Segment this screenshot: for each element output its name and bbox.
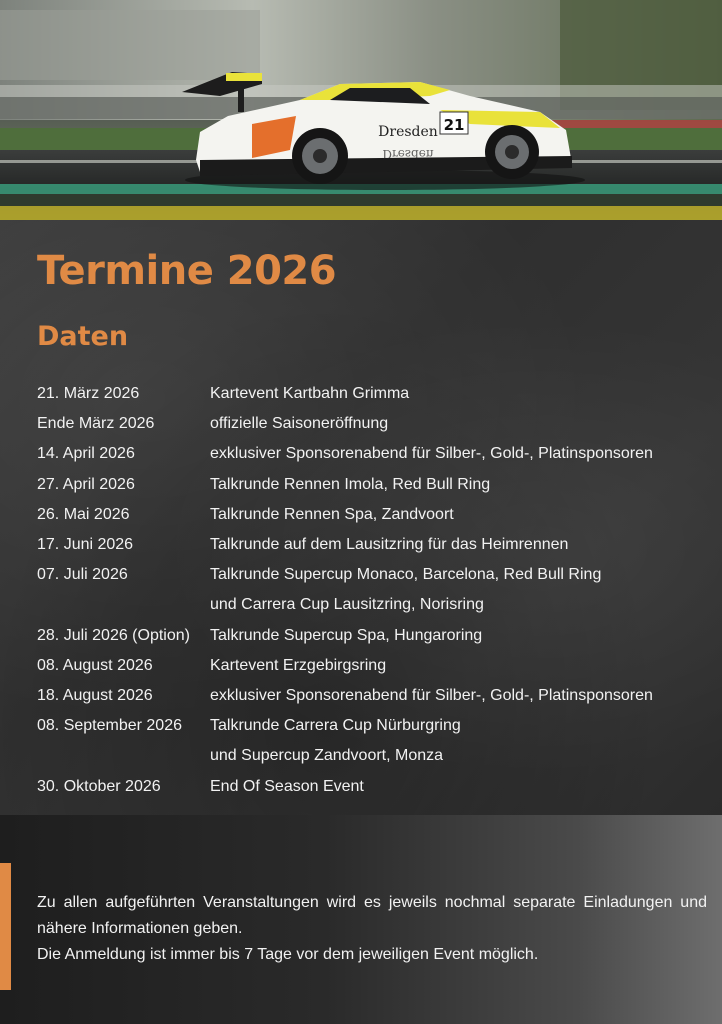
event-row bbox=[37, 470, 717, 500]
event-row bbox=[37, 560, 717, 590]
event-date: 14. April 2026 bbox=[37, 445, 135, 463]
event-row-continuation bbox=[37, 741, 717, 771]
event-date: 08. August 2026 bbox=[37, 656, 153, 674]
event-date: 07. Juli 2026 bbox=[37, 566, 128, 584]
event-row-continuation bbox=[37, 590, 717, 620]
event-row bbox=[37, 681, 717, 711]
section-subtitle: Daten bbox=[37, 321, 129, 352]
event-row bbox=[37, 409, 717, 439]
event-description: exklusiver Sponsorenabend für Silber-, Gold-, Platinsponsoren bbox=[210, 687, 653, 705]
accent-bar bbox=[0, 863, 11, 990]
event-description: Talkrunde Rennen Spa, Zandvoort bbox=[210, 505, 454, 523]
event-description: Kartevent Kartbahn Grimma bbox=[210, 385, 410, 402]
event-row bbox=[37, 651, 717, 681]
page-title: Termine 2026 bbox=[37, 248, 337, 294]
footer-text bbox=[37, 890, 707, 968]
event-date: 27. April 2026 bbox=[37, 475, 135, 493]
event-description: Talkrunde Rennen Imola, Red Bull Ring bbox=[210, 475, 491, 493]
event-description: End Of Season Event bbox=[210, 777, 364, 795]
event-description: offizielle Saisoneröffnung bbox=[210, 415, 389, 433]
event-description: Kartevent Erzgebirgsring bbox=[210, 656, 387, 674]
event-description: Talkrunde auf dem Lausitzring für das Heimrennen bbox=[210, 536, 569, 554]
event-description: Talkrunde Supercup Monaco, Barcelona, Red Bull Ring bbox=[210, 566, 602, 584]
event-row bbox=[37, 439, 717, 469]
race-car-illustration bbox=[0, 0, 722, 220]
event-date: 17. Juni 2026 bbox=[37, 536, 134, 554]
schedule-section bbox=[0, 220, 722, 815]
event-date: 21. März 2026 bbox=[37, 385, 140, 402]
event-row bbox=[37, 500, 717, 530]
event-date: 08. September 2026 bbox=[37, 717, 182, 735]
event-row bbox=[37, 772, 717, 802]
event-description: exklusiver Sponsorenabend für Silber-, Gold-, Platinsponsoren bbox=[210, 445, 653, 463]
event-date: 30. Oktober 2026 bbox=[37, 777, 161, 795]
footer-paragraph: Zu allen aufgeführten Veranstaltungen wird es jeweils nochmal separate Einladungen und nähere Informationen geben. bbox=[37, 894, 707, 937]
event-row bbox=[37, 621, 717, 651]
event-list bbox=[37, 379, 717, 802]
event-row bbox=[37, 530, 717, 560]
event-date: 18. August 2026 bbox=[37, 687, 153, 705]
car-number: 21 bbox=[443, 116, 465, 134]
event-row bbox=[37, 379, 717, 409]
car-brand-text-mirrored: Dresden bbox=[382, 147, 434, 161]
footer-paragraph: Die Anmeldung ist immer bis 7 Tage vor dem jeweiligen Event möglich. bbox=[37, 946, 539, 963]
hero-photo bbox=[0, 0, 722, 220]
event-date: 28. Juli 2026 (Option) bbox=[37, 626, 190, 644]
car-brand-text: Dresden bbox=[378, 124, 438, 140]
event-description: Talkrunde Carrera Cup Nürburgring bbox=[210, 717, 461, 735]
event-date-empty bbox=[37, 590, 210, 620]
event-description: Talkrunde Supercup Spa, Hungaroring bbox=[210, 626, 483, 644]
event-date: 26. Mai 2026 bbox=[37, 505, 130, 523]
event-description: und Supercup Zandvoort, Monza bbox=[210, 747, 444, 765]
event-date-empty bbox=[37, 741, 210, 771]
event-description: und Carrera Cup Lausitzring, Norisring bbox=[210, 596, 484, 614]
event-row bbox=[37, 711, 717, 741]
footer-note bbox=[0, 815, 722, 1024]
event-date: Ende März 2026 bbox=[37, 415, 155, 433]
